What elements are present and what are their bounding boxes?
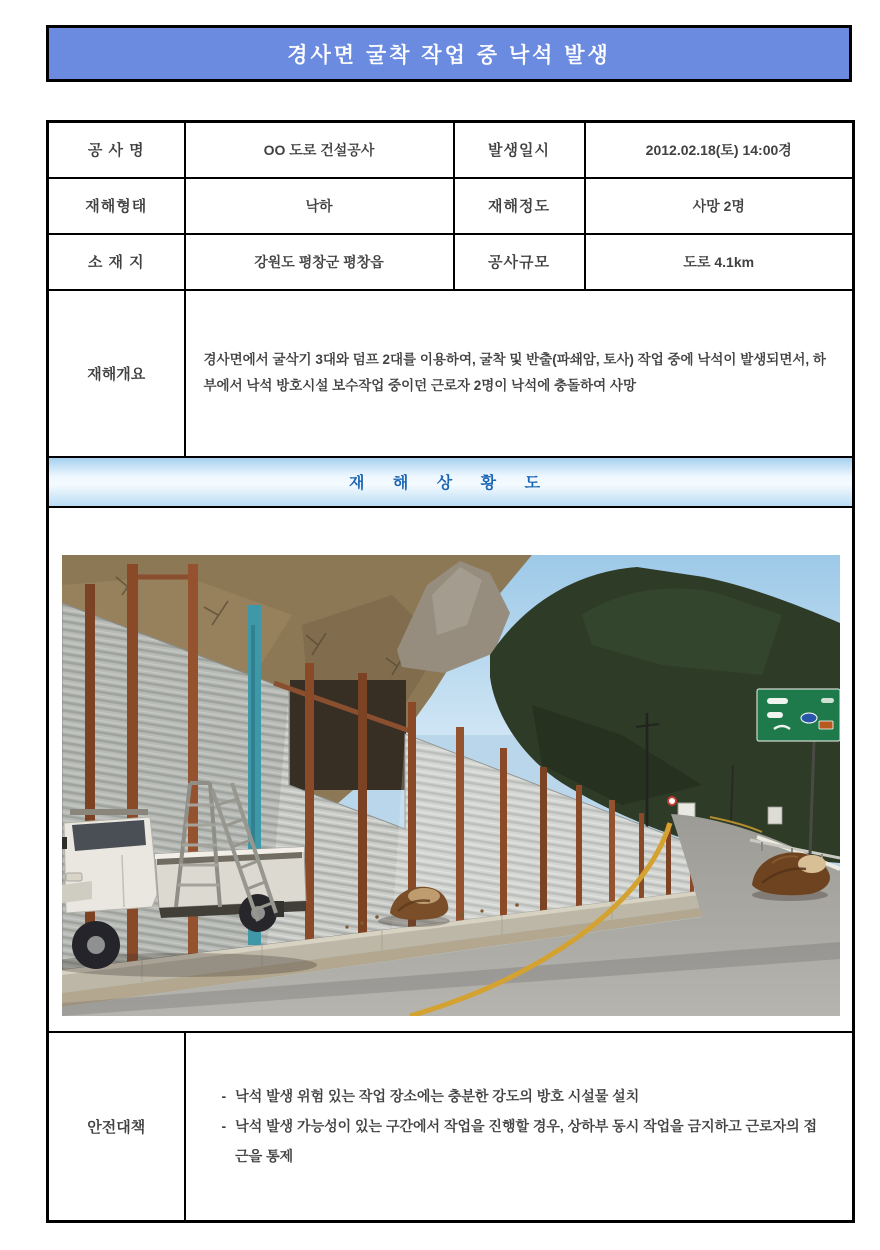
label-project-name: 공 사 명 <box>48 122 185 178</box>
table-row-overview <box>48 290 854 457</box>
scene-photo-svg <box>62 555 840 1016</box>
table-row-safety <box>48 1032 854 1222</box>
report-title-bar <box>46 25 852 82</box>
label-accident-overview: 재해개요 <box>48 290 185 457</box>
table-row-accident-type <box>48 178 854 234</box>
label-project-scale: 공사규모 <box>454 234 585 290</box>
value-project-scale: 도로 4.1km <box>585 234 854 290</box>
bullet-dash: - <box>221 1088 227 1105</box>
situation-header-cell <box>48 457 854 507</box>
label-safety-measures: 안전대책 <box>48 1032 185 1222</box>
safety-item-text: 낙석 발생 가능성이 있는 구간에서 작업을 진행할 경우, 상하부 동시 작업을 금지하고 근로자의 접근을 통제 <box>235 1118 818 1165</box>
table-row-location <box>48 234 854 290</box>
value-accident-overview <box>185 290 854 457</box>
label-accident-type: 재해형태 <box>48 178 185 234</box>
label-location: 소 재 지 <box>48 234 185 290</box>
truck-roof-rack <box>70 809 148 815</box>
value-safety-measures <box>185 1032 854 1222</box>
label-occurrence-datetime: 발생일시 <box>454 122 585 178</box>
accident-report-table <box>46 120 855 1223</box>
value-accident-severity: 사망 2명 <box>585 178 854 234</box>
value-location: 강원도 평창군 평창읍 <box>185 234 454 290</box>
value-project-name: OO 도로 건설공사 <box>185 122 454 178</box>
safety-item <box>222 1081 827 1111</box>
safety-item <box>222 1111 827 1171</box>
value-occurrence-datetime: 2012.02.18(토) 14:00경 <box>585 122 854 178</box>
label-accident-severity: 재해정도 <box>454 178 585 234</box>
photo-cell <box>48 507 854 1032</box>
accident-overview-text: 경사면에서 굴삭기 3대와 덤프 2대를 이용하여, 굴착 및 반출(파쇄암, 토사) 작업 중에 낙석이 발생되면서, 하부에서 낙석 방호시설 보수작업 중이던 근로자 2명이 낙석에 충돌하여 사망 <box>203 351 826 393</box>
table-row-situation-header <box>48 457 854 507</box>
truck-mirror <box>62 837 67 849</box>
value-accident-type: 낙하 <box>185 178 454 234</box>
situation-header-text: 재 해 상 황 도 <box>348 475 553 492</box>
accident-scene-photo <box>62 555 840 1016</box>
table-row-project <box>48 122 854 178</box>
safety-item-text: 낙석 발생 위험 있는 작업 장소에는 충분한 강도의 방호 시설물 설치 <box>235 1088 640 1105</box>
bullet-dash: - <box>221 1118 227 1135</box>
white-sign-board <box>768 807 782 824</box>
table-row-photo <box>48 507 854 1032</box>
round-traffic-sign <box>668 797 676 805</box>
report-title: 경사면 굴착 작업 중 낙석 발생 <box>287 43 611 67</box>
